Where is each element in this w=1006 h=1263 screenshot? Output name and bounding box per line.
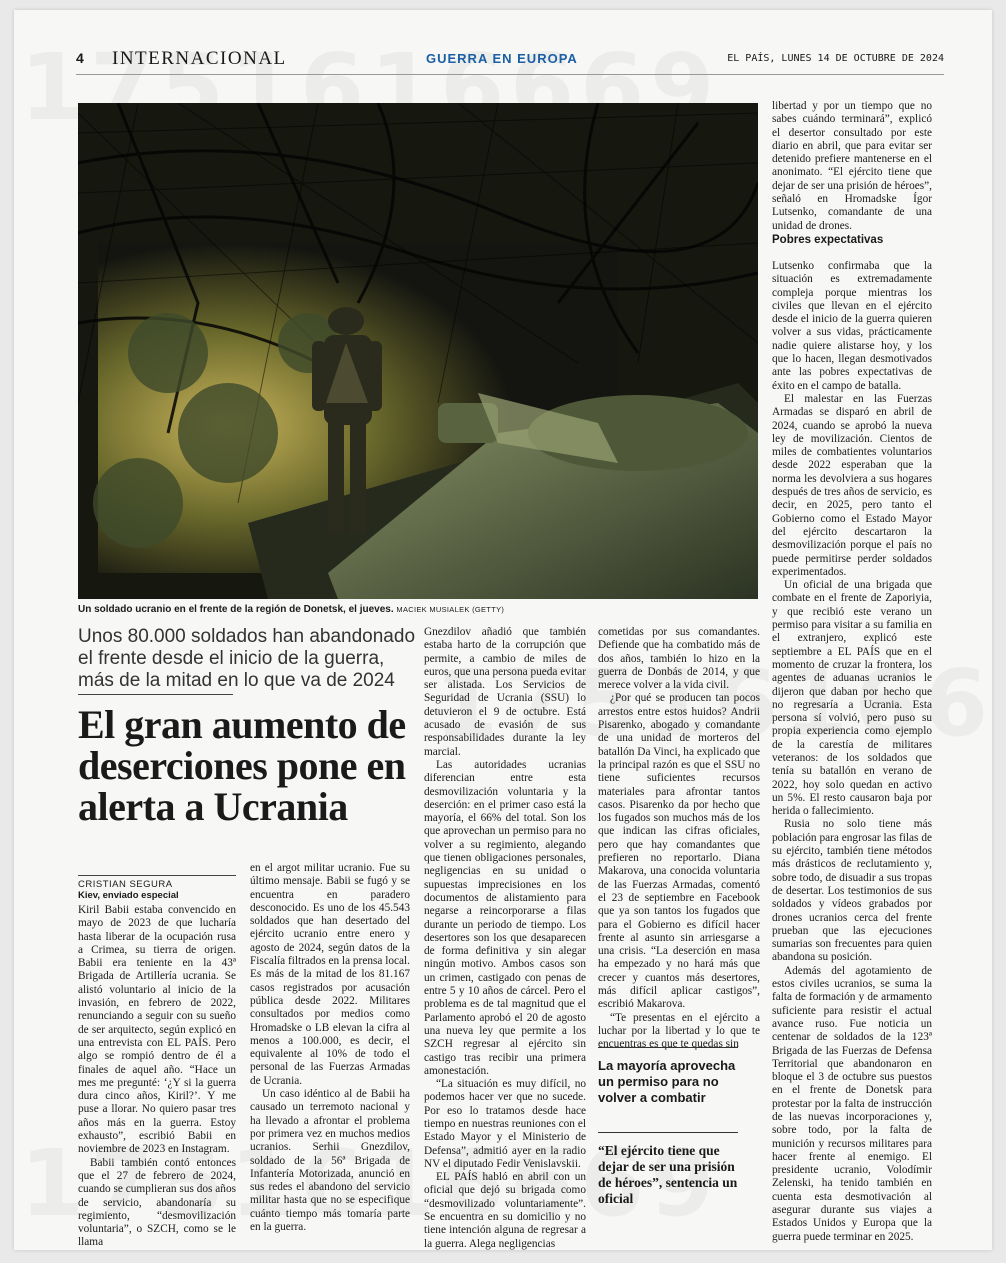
photo-soldier-tank — [78, 103, 758, 599]
dateline: EL PAÍS, LUNES 14 DE OCTUBRE DE 2024 — [727, 53, 944, 64]
paragraph: Un caso idéntico al de Babii ha causado un terremoto nacional y ha llevado a afrontar el problema por primera vez en muchos medios ucranios. Serhii Gnezdilov, soldado de la 56ª Brigada de Infantería Motorizada, anunció en sus redes el abandono del servicio militar hasta que no se especifique cuánto tiempo más tomaría parte en la guerra. — [250, 1088, 410, 1234]
newspaper-page — [14, 10, 992, 1250]
paragraph: libertad y por un tiempo que no sabes cuándo terminará”, explicó el desertor consultado por este diario en abril, que para evitar ser detenido prefiere mantenerse en el anonimato. “El ejército tiene que dejar de ser una prisión de héroes”, señaló en Hromadske Ígor Lutsenko, comandante de una unidad de drones. — [772, 100, 932, 232]
page-header — [76, 46, 944, 75]
article-headline: El gran aumento de deserciones pone en alerta a Ucrania — [78, 702, 406, 829]
paragraph: cometidas por sus comandantes. Defiende que ha combatido más de dos años, también lo hizo en la guerra de Donbás de 2014, y que merece volver a la vida civil. — [598, 626, 760, 692]
paragraph: Lutsenko confirmaba que la situación es extremadamente compleja porque mientras los civiles que llevan en el ejército desde el inicio de la guerra quieren volver a sus vidas, prácticamente nadie quiere alistarse hoy, y los que lo hacen, llegan desmotivados ante las pobres expectativas de éxito en el campo de batalla. — [772, 260, 932, 392]
paragraph: en el argot militar ucranio. Fue su último mensaje. Babii se fugó y se encuentra en paradero desconocido. Es uno de los 45.543 soldados que han desertado del ejército ucranio entre enero y agosto de 2024, según datos de la Fiscalía filtrados en la prensa local. Es más de la mitad de los 81.167 casos registrados por acusación pública desde 2022. Militares consultados por medios como Hromadske o LB elevan la cifra al menos a 100.000, es decir, el equivalente al 10% de todo el personal de las Fuerzas Armadas de Ucrania. — [250, 862, 410, 1087]
topic-label: GUERRA EN EUROPA — [426, 51, 578, 66]
paragraph: Babii también contó entonces que el 27 de febrero de 2024, cuando se cumplieran sus dos años de servicio, abandonaría su regimiento, “desmovilización voluntaria”, o SZCH, como se le llama — [78, 1156, 236, 1249]
column-5 — [772, 260, 932, 1244]
paragraph: “La situación es muy difícil, no podemos hacer ver que no sucede. Por eso lo tratamos desde hace tiempo en nuestras reuniones con el Estado Mayor y el Ministerio de Defensa”, admitió ayer en la radio NV el diputado Fedir Venislavskii. — [424, 1078, 586, 1170]
byline — [78, 875, 236, 901]
author-location: Kiev, enviado especial — [78, 890, 179, 901]
column-5-top — [772, 100, 932, 233]
caption-text: Un soldado ucranio en el frente de la región de Donetsk, el jueves. — [78, 604, 394, 615]
page-number: 4 — [76, 50, 84, 66]
paragraph: Un oficial de una brigada que combate en el frente de Zaporiyia, y que recibió este verano un permiso para visitar a su familia en el extranjero, explicó este septiembre a EL PAÍS que en el momento de cruzar la frontera, los agentes de aduanas ucranios le dijeron que daban por hecho que no regresaría a Ucrania. Esta persona sí volvió, pero puso su propia experiencia como ejemplo de la carestía de militares veteranos: de los soldados que tenía su batallón en verano de 2022, hoy solo quedan en activo un 5%. El resto causaron baja por herida o fallecimiento. — [772, 579, 932, 818]
photo-caption — [78, 604, 768, 615]
paragraph: EL PAÍS habló en abril con un oficial que dejó su brigada como “desmovilizado voluntariamente”. Se encuentra en su domicilio y no tiene intención alguna de regresar a la guerra. Alega negligencias — [424, 1171, 586, 1250]
deck-rule — [78, 694, 233, 695]
column-4 — [598, 626, 760, 1052]
pull-quote-2: “El ejército tiene que dejar de ser una prisión de héroes”, sentencia un oficial — [598, 1132, 738, 1207]
column-2 — [250, 862, 410, 1234]
paragraph: Gnezdilov añadió que también estaba harto de la corrupción que permite, a cambio de miles de euros, que una persona pueda evitar ser alistada. Los Servicios de Seguridad de Ucrania (SSU) lo detuvieron el 9 de octubre. Está acusado de evasión de sus responsabilidades durante la ley marcial. — [424, 626, 586, 758]
paragraph: Kiril Babii estaba convencido en mayo de 2023 de que lucharía hasta liberar de la ocupación rusa a Crimea, su tierra de origen. Babii era teniente en la 43ª Brigada de Artillería ucrania. Se alistó voluntario al inicio de la invasión, en febrero de 2022, renunciando a seguir con su sueño de ser arquitecto, según explicó en una entrevista con EL PAÍS. Pero algo se rompió dentro de él a finales de aquel año. “Hace un mes me pregunté: ‘¿Y si la guerra dura cinco años, Kiril?’. Y me puse a llorar. No quiero pasar tres años más en la guerra. Estoy exhausto”, escribió Babii en noviembre de 2023 en Instagram. — [78, 904, 236, 1156]
section-title: INTERNACIONAL — [112, 48, 287, 69]
column-1 — [78, 904, 236, 1250]
paragraph: Las autoridades ucranias diferencian entre esta desmovilización voluntaria y la deserción: en el primer caso está la mayoría, el 66% del total. Son los que aprovechan un permiso para no volver a su regimiento, alegando que tienen obligaciones personales, negligencias en su unidad o supuestas imprecisiones en los documentos de alistamiento para negarse a reincorporarse a filas durante un periodo de tiempo. Los desertores son los que desaparecen de forma definitiva y sin alegar ningún motivo. Ambos casos son un crimen, castigado con penas de entre 5 y 10 años de cárcel. Pero el problema es de tal magnitud que el Parlamento aprobó el 20 de agosto una nueva ley que permite a los SZCH regresar al ejército sin castigo tras recibir una primera amonestación. — [424, 758, 586, 1077]
pull-quote-1: La mayoría aprovecha un permiso para no volver a combatir — [598, 1047, 738, 1106]
photo-credit: MACIEK MUSIALEK (GETTY) — [396, 605, 505, 614]
article-photo — [78, 103, 758, 599]
article-deck: Unos 80.000 soldados han abandonado el frente desde el inicio de la guerra, más de la mitad en lo que va de 2024 — [78, 626, 416, 691]
paragraph: ¿Por qué se producen tan pocos arrestos entre estos huidos? Andrii Pisarenko, abogado y comandante de una unidad de morteros del batallón Da Vinci, ha explicado que la principal razón es que el SSU no tiene suficientes recursos materiales para afrontar tantos casos. Pisarenko da por hecho que los fugados son muchos más de los que indican las cifras oficiales, pero que hay comandantes que prefieren no reportarlo. Diana Makarova, una conocida voluntaria de las Fuerzas Armadas, comentó el 23 de septiembre en Facebook que ya son tantos los fugados que para el Gobierno es difícil hacer frente al asunto sin arriesgarse a una crisis. “La deserción en masa ha empezado y no hará más que crecer y cuantos más desertores, más difícil aplicar castigos”, escribió Makarova. — [598, 692, 760, 1011]
author-name: CRISTIAN SEGURA — [78, 879, 173, 890]
subhead: Pobres expectativas — [772, 234, 884, 246]
paragraph: “Te presentas en el ejército a luchar por la libertad y lo que te encuentras es que te quedas sin — [598, 1011, 760, 1051]
paragraph: Además del agotamiento de estos civiles ucranios, se suma la falta de formación y de armamento suficiente para resistir el actual avance ruso. Fue noticia un centenar de soldados de la 123ª Brigada de las Fuerzas de Defensa Territorial que abandonaron en bloque el 3 de octubre sus puestos en el frente de Donetsk para protestar por la falta de instrucción de las nuevas incorporaciones y, sobre todo, por la falta de munición y recursos militares para hacer frente al enemigo. El presidente ucranio, Volodímir Zelenski, ha tenido también en cuenta esta desmotivación al asegurar durante sus viajes a Estados Unidos y Europa que la guerra puede terminar en 2025. — [772, 964, 932, 1243]
paragraph: Rusia no solo tiene más población para engrosar las filas de su ejército, también tiene métodos más drásticos de reclutamiento y, sobre todo, de disuadir a sus tropas de desertar. Los testimonios de sus soldados y vídeos grabados por drones ucranios cerca del frente prueban que las ejecuciones sumarias son frecuentes para quien abandona su posición. — [772, 818, 932, 964]
paragraph: El malestar en las Fuerzas Armadas se disparó en abril de 2024, cuando se aprobó la nueva ley de movilización. Cientos de miles de combatientes voluntarios desde 2022 esperaban que la norma les devolviera a sus hogares después de tres años de servicio, es decir, en 2025, pero tanto el Gobierno como el Estado Mayor del ejército descartaron la desmovilización porque el país no puede permitirse perder soldados experimentados. — [772, 392, 932, 578]
column-3 — [424, 626, 586, 1250]
